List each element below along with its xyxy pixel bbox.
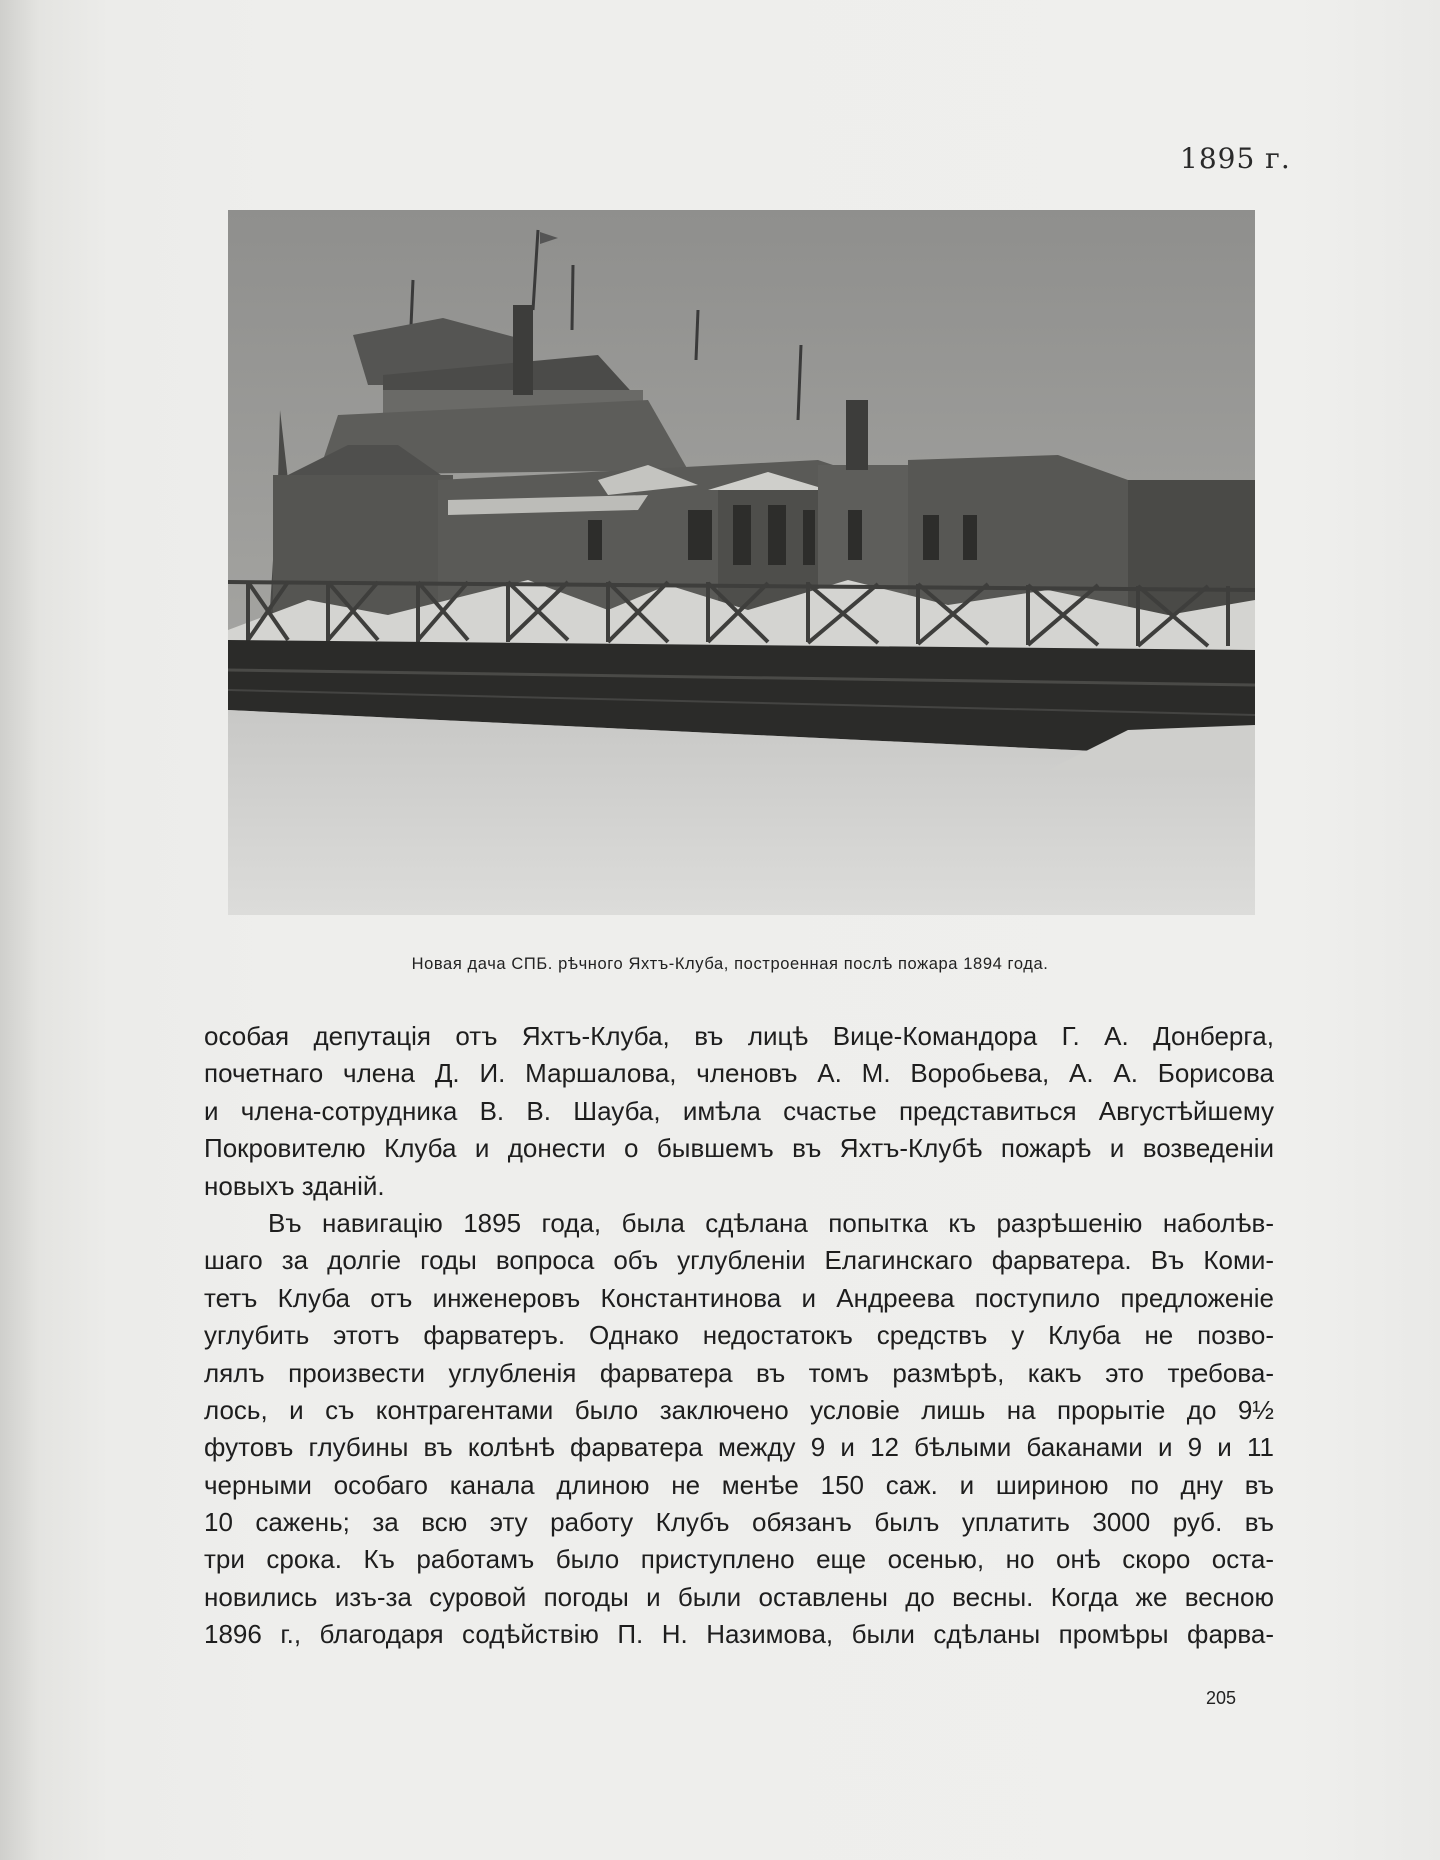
figure-caption: Новая дача СПБ. рѣчного Яхтъ-Клуба, построенная послѣ пожара 1894 года. xyxy=(411,955,1049,973)
yacht-club-photo xyxy=(228,210,1255,915)
text-line: особая депутація отъ Яхтъ-Клуба, въ лицѣ Вице-Командора Г. А. Донберга, xyxy=(204,1021,1274,1051)
text-line: углубить этотъ фарватеръ. Однако недостатокъ средствъ у Клуба не позво- xyxy=(204,1320,1274,1351)
text-line: тетъ Клуба отъ инженеровъ Константинова и Андреева поступило предложеніе xyxy=(204,1282,1274,1313)
text-line: и члена-сотрудника В. В. Шауба, имѣла счастье представиться Августѣйшему xyxy=(204,1095,1274,1126)
text-line: футовъ глубины въ колѣнѣ фарватера между 9 и 12 бѣлыми баканами и 9 и 11 xyxy=(204,1432,1274,1463)
text-line: три срока. Къ работамъ было приступлено еще осенью, но онѣ скоро оста- xyxy=(204,1544,1274,1575)
running-head-year: 1895 г. xyxy=(1180,142,1291,175)
paragraph xyxy=(204,1205,1274,1654)
text-line: новились изъ-за суровой погоды и были оставлены до весны. Когда же весною xyxy=(204,1581,1274,1612)
text-line: черными особаго канала длиною не менѣе 150 саж. и шириною по дну въ xyxy=(204,1469,1274,1500)
body-text xyxy=(204,1018,1274,1654)
text-line: почетнаго члена Д. И. Маршалова, членовъ А. М. Воробьева, А. А. Борисова xyxy=(204,1058,1274,1089)
text-line: лось, и съ контрагентами было заключено условіе лишь на прорытіе до 9½ xyxy=(204,1394,1274,1425)
text-line: шаго за долгіе годы вопроса объ углубленіи Елагинскаго фарватера. Въ Коми- xyxy=(204,1245,1274,1276)
text-line: новыхъ зданій. xyxy=(204,1170,385,1201)
page-number: 205 xyxy=(1206,1688,1237,1708)
text-line: 1896 г., благодаря содѣйствію П. Н. Назимова, были сдѣланы промѣры фарва- xyxy=(204,1619,1274,1650)
text-line: 10 сажень; за всю эту работу Клубъ обязанъ былъ уплатить 3000 руб. въ xyxy=(204,1507,1274,1538)
text-line: лялъ произвести углубленія фарватера въ томъ размѣрѣ, какъ это требова- xyxy=(204,1357,1274,1388)
paragraph xyxy=(204,1018,1274,1205)
text-line: Въ навигацію 1895 года, была сдѣлана попытка къ разрѣшенію наболѣв- xyxy=(268,1207,1274,1238)
text-line: Покровителю Клуба и донести о бывшемъ въ Яхтъ-Клубѣ пожарѣ и возведеніи xyxy=(204,1133,1274,1164)
